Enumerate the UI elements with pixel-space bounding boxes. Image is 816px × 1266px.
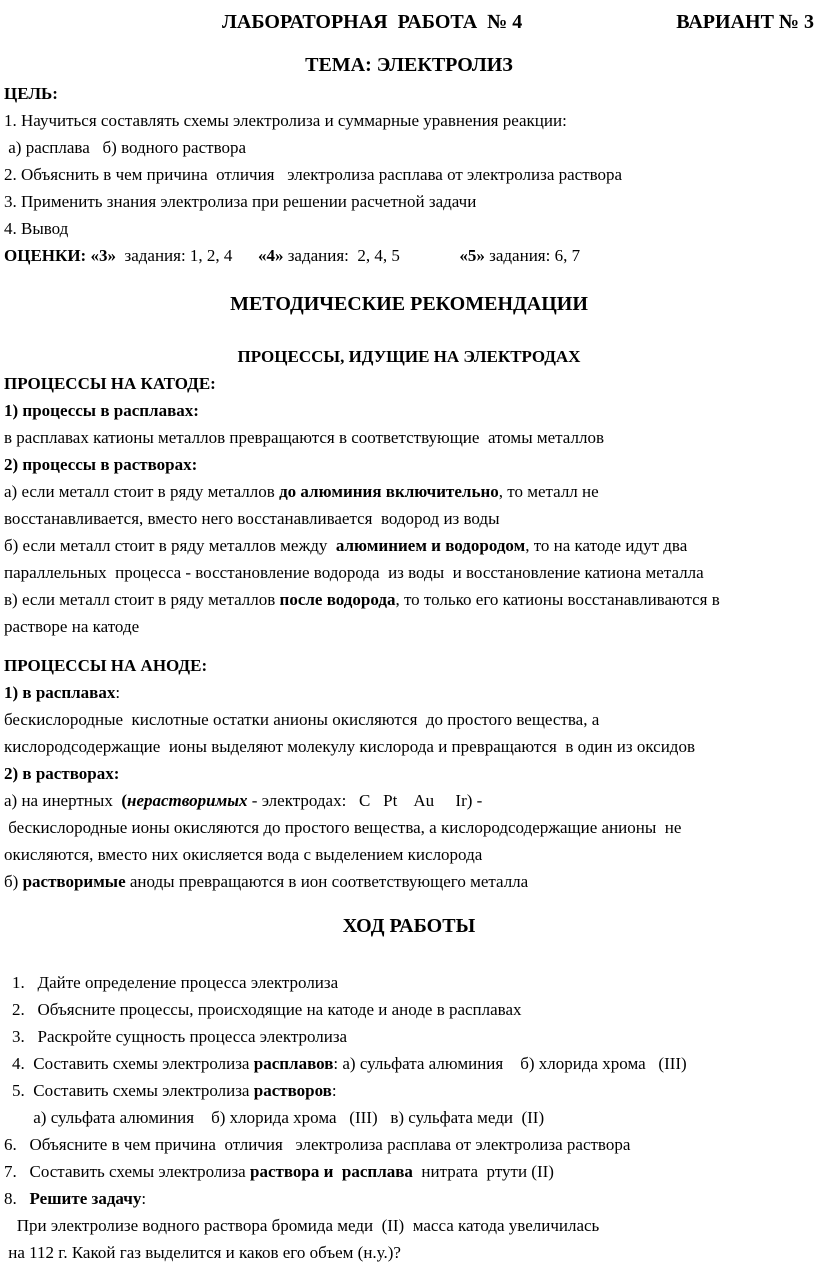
text-run: на 112 г. Какой газ выделится и каков его объем (н.у.)?: [4, 1243, 401, 1262]
text-run: ЦЕЛЬ:: [4, 84, 58, 103]
doc-line: [4, 613, 814, 640]
text-run: 4. Вывод: [4, 219, 69, 238]
doc-line: [4, 969, 814, 996]
doc-line: [4, 188, 814, 215]
doc-line: [4, 242, 814, 269]
doc-spacer: [4, 941, 814, 969]
text-run: 1) в расплавах: [4, 683, 116, 702]
doc-line: [4, 733, 814, 760]
text-run: задания: 6, 7: [484, 246, 581, 265]
doc-heading: [4, 911, 814, 941]
text-run: б): [4, 872, 23, 891]
text-run: ОЦЕНКИ: «3»: [4, 246, 116, 265]
doc-line: [4, 996, 814, 1023]
doc-line: [4, 215, 814, 242]
document-body: [4, 50, 814, 1266]
text-run: раствора и расплава: [249, 1162, 413, 1181]
text-run: 6. Объясните в чем причина отличия электролиза расплава от электролиза раствора: [4, 1135, 631, 1154]
text-run: а) сульфата алюминия б) хлорида хрома (III) в) сульфата меди (II): [12, 1108, 545, 1127]
text-run: «5»: [459, 246, 485, 265]
text-run: кислородсодержащие ионы выделяют молекулу кислорода и превращаются в один из оксидов: [4, 737, 695, 756]
text-run: 2) в растворах:: [4, 764, 120, 783]
doc-line: [4, 397, 814, 424]
text-run: ТЕМА: ЭЛЕКТРОЛИЗ: [305, 54, 513, 76]
doc-line: [4, 505, 814, 532]
variant-label: ВАРИАНТ № 3: [676, 11, 814, 33]
text-run: 1. Научиться составлять схемы электролиза и суммарные уравнения реакции:: [4, 111, 567, 130]
text-run: :: [331, 1081, 337, 1100]
doc-heading: [4, 343, 814, 370]
doc-heading: [4, 289, 814, 319]
text-run: 2) процессы в растворах:: [4, 455, 198, 474]
doc-line: [4, 1077, 814, 1104]
doc-line: [4, 134, 814, 161]
doc-line: [4, 868, 814, 895]
text-run: : а) сульфата алюминия б) хлорида хрома (III): [333, 1054, 687, 1073]
doc-line: [4, 107, 814, 134]
doc-line: [4, 1131, 814, 1158]
text-run: бескислородные ионы окисляются до простого вещества, а кислородсодержащие анионы не: [4, 818, 682, 837]
doc-line: [4, 652, 814, 679]
doc-spacer: [4, 895, 814, 911]
text-run: бескислородные кислотные остатки анионы окисляются до простого вещества, а: [4, 710, 600, 729]
lab-title: ЛАБОРАТОРНАЯ РАБОТА № 4: [222, 11, 523, 33]
doc-line: [4, 532, 814, 559]
doc-line: [4, 1158, 814, 1185]
text-run: а) на инертных: [4, 791, 122, 810]
text-run: аноды превращаются в ион соответствующего металла: [125, 872, 529, 891]
text-run: 3. Раскройте сущность процесса электролиза: [12, 1027, 348, 1046]
text-run: , то на катоде идут два: [525, 536, 688, 555]
doc-heading: [4, 50, 814, 80]
text-run: нерастворимых: [127, 791, 248, 810]
doc-line: [4, 586, 814, 613]
text-run: 4. Составить схемы электролиза: [12, 1054, 254, 1073]
text-run: 2. Объясните процессы, происходящие на катоде и аноде в расплавах: [12, 1000, 522, 1019]
doc-line: [4, 451, 814, 478]
doc-line: [4, 814, 814, 841]
doc-line: [4, 841, 814, 868]
text-run: :: [115, 683, 121, 702]
text-run: :: [141, 1189, 147, 1208]
text-run: , то металл не: [498, 482, 599, 501]
doc-line: [4, 1050, 814, 1077]
doc-line: [4, 424, 814, 451]
doc-line: [4, 706, 814, 733]
doc-line: [4, 559, 814, 586]
text-run: а) расплава б) водного раствора: [4, 138, 247, 157]
text-run: нитрата ртути (II): [412, 1162, 554, 1181]
text-run: ПРОЦЕССЫ НА АНОДЕ:: [4, 656, 208, 675]
text-run: «4»: [257, 246, 284, 265]
text-run: (: [121, 791, 127, 810]
doc-line: [4, 787, 814, 814]
text-run: растворов: [253, 1081, 332, 1100]
doc-line: [4, 370, 814, 397]
text-run: растворе на катоде: [4, 617, 140, 636]
text-run: после водорода: [279, 590, 396, 609]
text-run: растворимые: [22, 872, 126, 891]
text-run: МЕТОДИЧЕСКИЕ РЕКОМЕНДАЦИИ: [230, 293, 588, 315]
doc-spacer: [4, 319, 814, 343]
text-run: до алюминия включительно: [279, 482, 499, 501]
text-run: ХОД РАБОТЫ: [342, 915, 476, 937]
doc-line: [4, 1212, 814, 1239]
text-run: , то только его катионы восстанавливаются в: [395, 590, 720, 609]
text-run: 5. Составить схемы электролиза: [12, 1081, 254, 1100]
doc-line: [4, 1104, 814, 1131]
text-run: 2. Объяснить в чем причина отличия электролиза расплава от электролиза раствора: [4, 165, 623, 184]
text-run: - электродах: С Pt Au Ir) -: [247, 791, 483, 810]
text-run: задания: 2, 4, 5: [283, 246, 460, 265]
text-run: 7. Составить схемы электролиза: [4, 1162, 250, 1181]
document-header: [4, 8, 814, 36]
text-run: б) если металл стоит в ряду металлов между: [4, 536, 336, 555]
text-run: окисляются, вместо них окисляется вода с выделением кислорода: [4, 845, 483, 864]
text-run: задания: 1, 2, 4: [115, 246, 258, 265]
text-run: расплавов: [253, 1054, 334, 1073]
text-run: 3. Применить знания электролиза при решении расчетной задачи: [4, 192, 477, 211]
doc-line: [4, 80, 814, 107]
doc-line: [4, 161, 814, 188]
doc-spacer: [4, 269, 814, 289]
text-run: ПРОЦЕССЫ НА КАТОДЕ:: [4, 374, 216, 393]
doc-line: [4, 1023, 814, 1050]
doc-line: [4, 1239, 814, 1266]
text-run: параллельных процесса - восстановление водорода из воды и восстановление катиона металла: [4, 563, 704, 582]
doc-line: [4, 478, 814, 505]
doc-spacer: [4, 640, 814, 652]
doc-line: [4, 679, 814, 706]
text-run: При электролизе водного раствора бромида меди (II) масса катода увеличилась: [4, 1216, 600, 1235]
text-run: 1. Дайте определение процесса электролиза: [12, 973, 339, 992]
text-run: ПРОЦЕССЫ, ИДУЩИЕ НА ЭЛЕКТРОДАХ: [237, 347, 581, 366]
text-run: 1) процессы в расплавах:: [4, 401, 199, 420]
text-run: в) если металл стоит в ряду металлов: [4, 590, 280, 609]
doc-line: [4, 760, 814, 787]
text-run: алюминием и водородом: [335, 536, 526, 555]
text-run: Решите задачу: [29, 1189, 142, 1208]
text-run: а) если металл стоит в ряду металлов: [4, 482, 280, 501]
text-run: 8.: [4, 1189, 30, 1208]
doc-line: [4, 1185, 814, 1212]
text-run: в расплавах катионы металлов превращаются в соответствующие атомы металлов: [4, 428, 604, 447]
text-run: восстанавливается, вместо него восстанавливается водород из воды: [4, 509, 500, 528]
